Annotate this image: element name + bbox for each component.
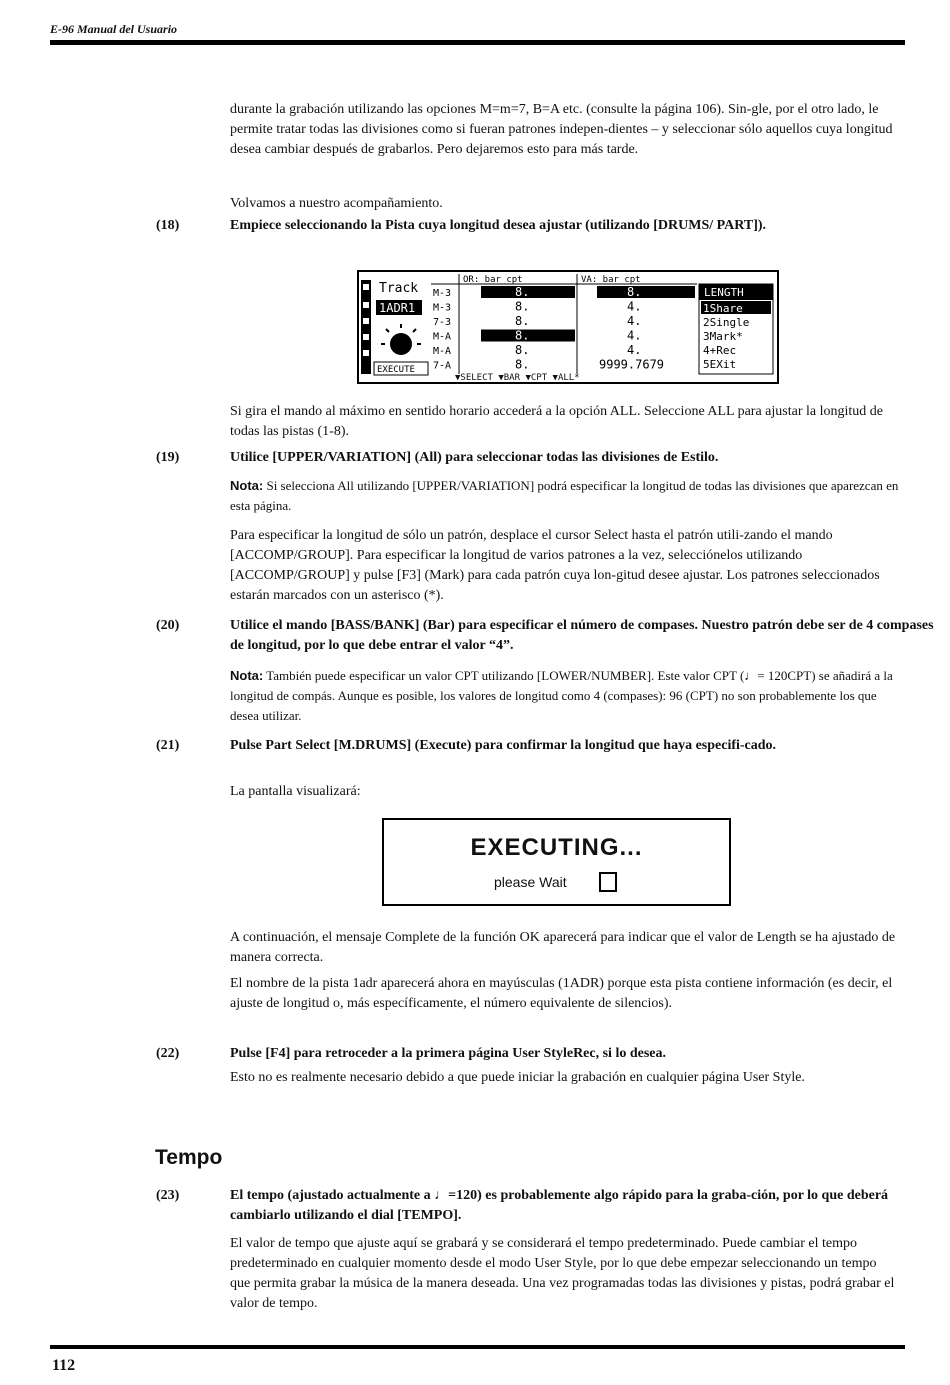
note-19 — [230, 476, 900, 516]
step-19-paragraph: Para especificar la longitud de sólo un patrón, desplace el cursor Select hasta el patrón utili-zando el mando [ACCOMP/GROUP]. Para especificar la longitud de varios patrones a la vez, selecciónelos utilizando [ACCOMP/GROUP] y pulse [F3] (Mark) para cada patrón cuya lon-gitud desee ajustar. Los patrones seleccionados estarán marcados con un asterisco (*). — [230, 528, 880, 603]
lcd-right-value: 8. — [627, 285, 642, 299]
step-text: Pulse Part Select [M.DRUMS] (Execute) para confirmar la longitud que haya especifi-cado. — [230, 738, 777, 753]
step-number: (21) — [156, 738, 180, 753]
lcd-right-value: 9999.7679 — [599, 357, 665, 372]
step-22 — [156, 1044, 940, 1064]
lcd-menu-item: 5EXit — [703, 358, 737, 371]
step-text: Utilice [UPPER/VARIATION] (All) para seleccionar todas las divisiones de Estilo. — [230, 450, 719, 465]
lcd-right-value: 4. — [627, 343, 642, 357]
lcd-left-value: 8. — [515, 343, 530, 357]
step-21 — [156, 736, 940, 756]
hourglass-icon — [599, 872, 617, 892]
running-header: E-96 Manual del Usuario — [50, 22, 178, 36]
intro-paragraph-2: Volvamos a nuestro acompañamiento. — [230, 196, 443, 211]
lcd-track-row-label: M-A — [433, 331, 452, 343]
note-label: Nota: — [230, 478, 264, 493]
footer-rule — [50, 1345, 905, 1349]
step-number: (20) — [156, 618, 180, 633]
page-number: 112 — [52, 1357, 76, 1374]
lcd-screen-graphic — [359, 272, 777, 382]
lcd-rows — [433, 285, 695, 372]
header-rule — [50, 40, 905, 45]
lcd-track-row-label: M-A — [433, 346, 452, 357]
lcd-track-row-label: M-3 — [433, 288, 452, 299]
lcd-left-value: 8. — [515, 299, 530, 314]
lcd-track-label: Track — [379, 281, 419, 296]
step-23-paragraph: El valor de tempo que ajuste aquí se grabará y se considerará el tempo predeterminado. Puede cambiar el tempo predeterminado en cualquier momento desde el modo User Style, por lo que debe empezar seleccionando un tempo que permita grabar la música de la manera deseada. Una vez programadas todas las divisiones y pistas, podrá grabar el valor de tempo. — [230, 1236, 895, 1311]
step-number: (18) — [156, 218, 180, 233]
lcd-left-value: 8. — [515, 285, 530, 299]
lcd-track-name: 1ADR1 — [379, 301, 416, 315]
lcd-execute-label: EXECUTE — [377, 365, 415, 375]
lcd-track-row-label: M-3 — [433, 302, 452, 314]
executing-title: EXECUTING... — [470, 834, 643, 861]
step-18 — [156, 216, 940, 236]
lcd-display — [357, 270, 779, 384]
lcd-right-value: 4. — [627, 314, 642, 328]
section-heading: Tempo — [155, 1146, 223, 1169]
step-22-paragraph: Esto no es realmente necesario debido a que puede iniciar la grabación en cualquier página User Style. — [230, 1070, 805, 1085]
lcd-menu-item: 4+Rec — [703, 344, 737, 357]
step-23 — [156, 1186, 940, 1226]
step-20 — [156, 616, 940, 656]
note-label: Nota: — [230, 668, 264, 683]
lcd-left-value: 8. — [515, 314, 530, 328]
lcd-track-row-label: 7-A — [433, 360, 452, 372]
lcd-right-value: 4. — [627, 299, 642, 314]
lcd-right-value: 4. — [627, 328, 642, 343]
executing-display — [382, 818, 731, 906]
knob-icon — [390, 333, 412, 355]
note-20 — [230, 666, 900, 726]
lcd-menu-item: 1Share — [703, 302, 743, 315]
step-number: (23) — [156, 1188, 180, 1203]
step-19 — [156, 448, 940, 468]
note-text: Si selecciona All utilizando [UPPER/VARIATION] podrá especificar la longitud de todas las divisiones que aparezcan en esta página. — [230, 478, 899, 513]
lcd-track-row-label: 7-3 — [433, 317, 452, 328]
lcd-head-right: VA: bar cpt — [581, 275, 641, 285]
lcd-menu-item: 3Mark* — [703, 330, 743, 343]
lcd-menu-item: 2Single — [703, 316, 750, 329]
step-text: Utilice el mando [BASS/BANK] (Bar) para especificar el número de compases. Nuestro patrón debe ser de 4 compases de longitud, por lo que debe entrar el valor “4”. — [230, 618, 934, 653]
lcd-menu-title: LENGTH — [704, 286, 744, 299]
executing-subtitle: please Wait — [494, 874, 567, 890]
step-18-text: Si gira el mando al máximo en sentido horario accederá a la opción ALL. Seleccione ALL para ajustar la longitud de todas las pistas (1-8). — [230, 404, 883, 439]
intro-paragraph: durante la grabación utilizando las opciones M=m=7, B=A etc. (consulte la página 106). Sin-gle, por el otro lado, le permite tratar todas las divisiones como si fueran patrones indepen-dientes – y seleccionar sólo aquellos cuya longitud desea cambiar después de grabarlos. Pero dejaremos esto para más tarde. — [230, 102, 893, 157]
lcd-softkey-bar: ▼SELECT ▼BAR ▼CPT ▼ALL* — [455, 373, 580, 383]
lcd-left-value: 8. — [515, 357, 530, 372]
lcd-left-value: 8. — [515, 328, 530, 343]
step-text: Empiece seleccionando la Pista cuya longitud desea ajustar (utilizando [DRUMS/ PART]). — [230, 218, 767, 233]
note-text: También puede especificar un valor CPT utilizando [LOWER/NUMBER]. Este valor CPT (♩= 120CPT) se añadirá a la longitud de compás. Aunque es posible, los valores de longitud como 4 (compases): 96 (CPT) no son probablemente los que desea utilizar. — [230, 668, 893, 723]
lcd-tab-column — [361, 280, 371, 374]
step-number: (19) — [156, 450, 180, 465]
lcd-head-left: OR: bar cpt — [463, 275, 523, 285]
step-21-paragraph: La pantalla visualizará: — [230, 784, 361, 799]
step-21-after-2: El nombre de la pista 1adr aparecerá ahora en mayúsculas (1ADR) porque esta pista contiene información (es decir, el ajuste de longitud o, más específicamente, el número equivalente de silencios). — [230, 976, 893, 1011]
lcd-menu — [701, 301, 771, 371]
step-21-after-1: A continuación, el mensaje Complete de la función OK aparecerá para indicar que el valor de Length se ha ajustado de manera correcta. — [230, 930, 896, 965]
step-text: Pulse [F4] para retroceder a la primera página User StyleRec, si lo desea. — [230, 1046, 666, 1061]
step-number: (22) — [156, 1046, 180, 1061]
step-text: El tempo (ajustado actualmente a ♩=120) es probablemente algo rápido para la graba-ción, por lo que deberá cambiarlo utilizando el dial [TEMPO]. — [230, 1188, 889, 1223]
